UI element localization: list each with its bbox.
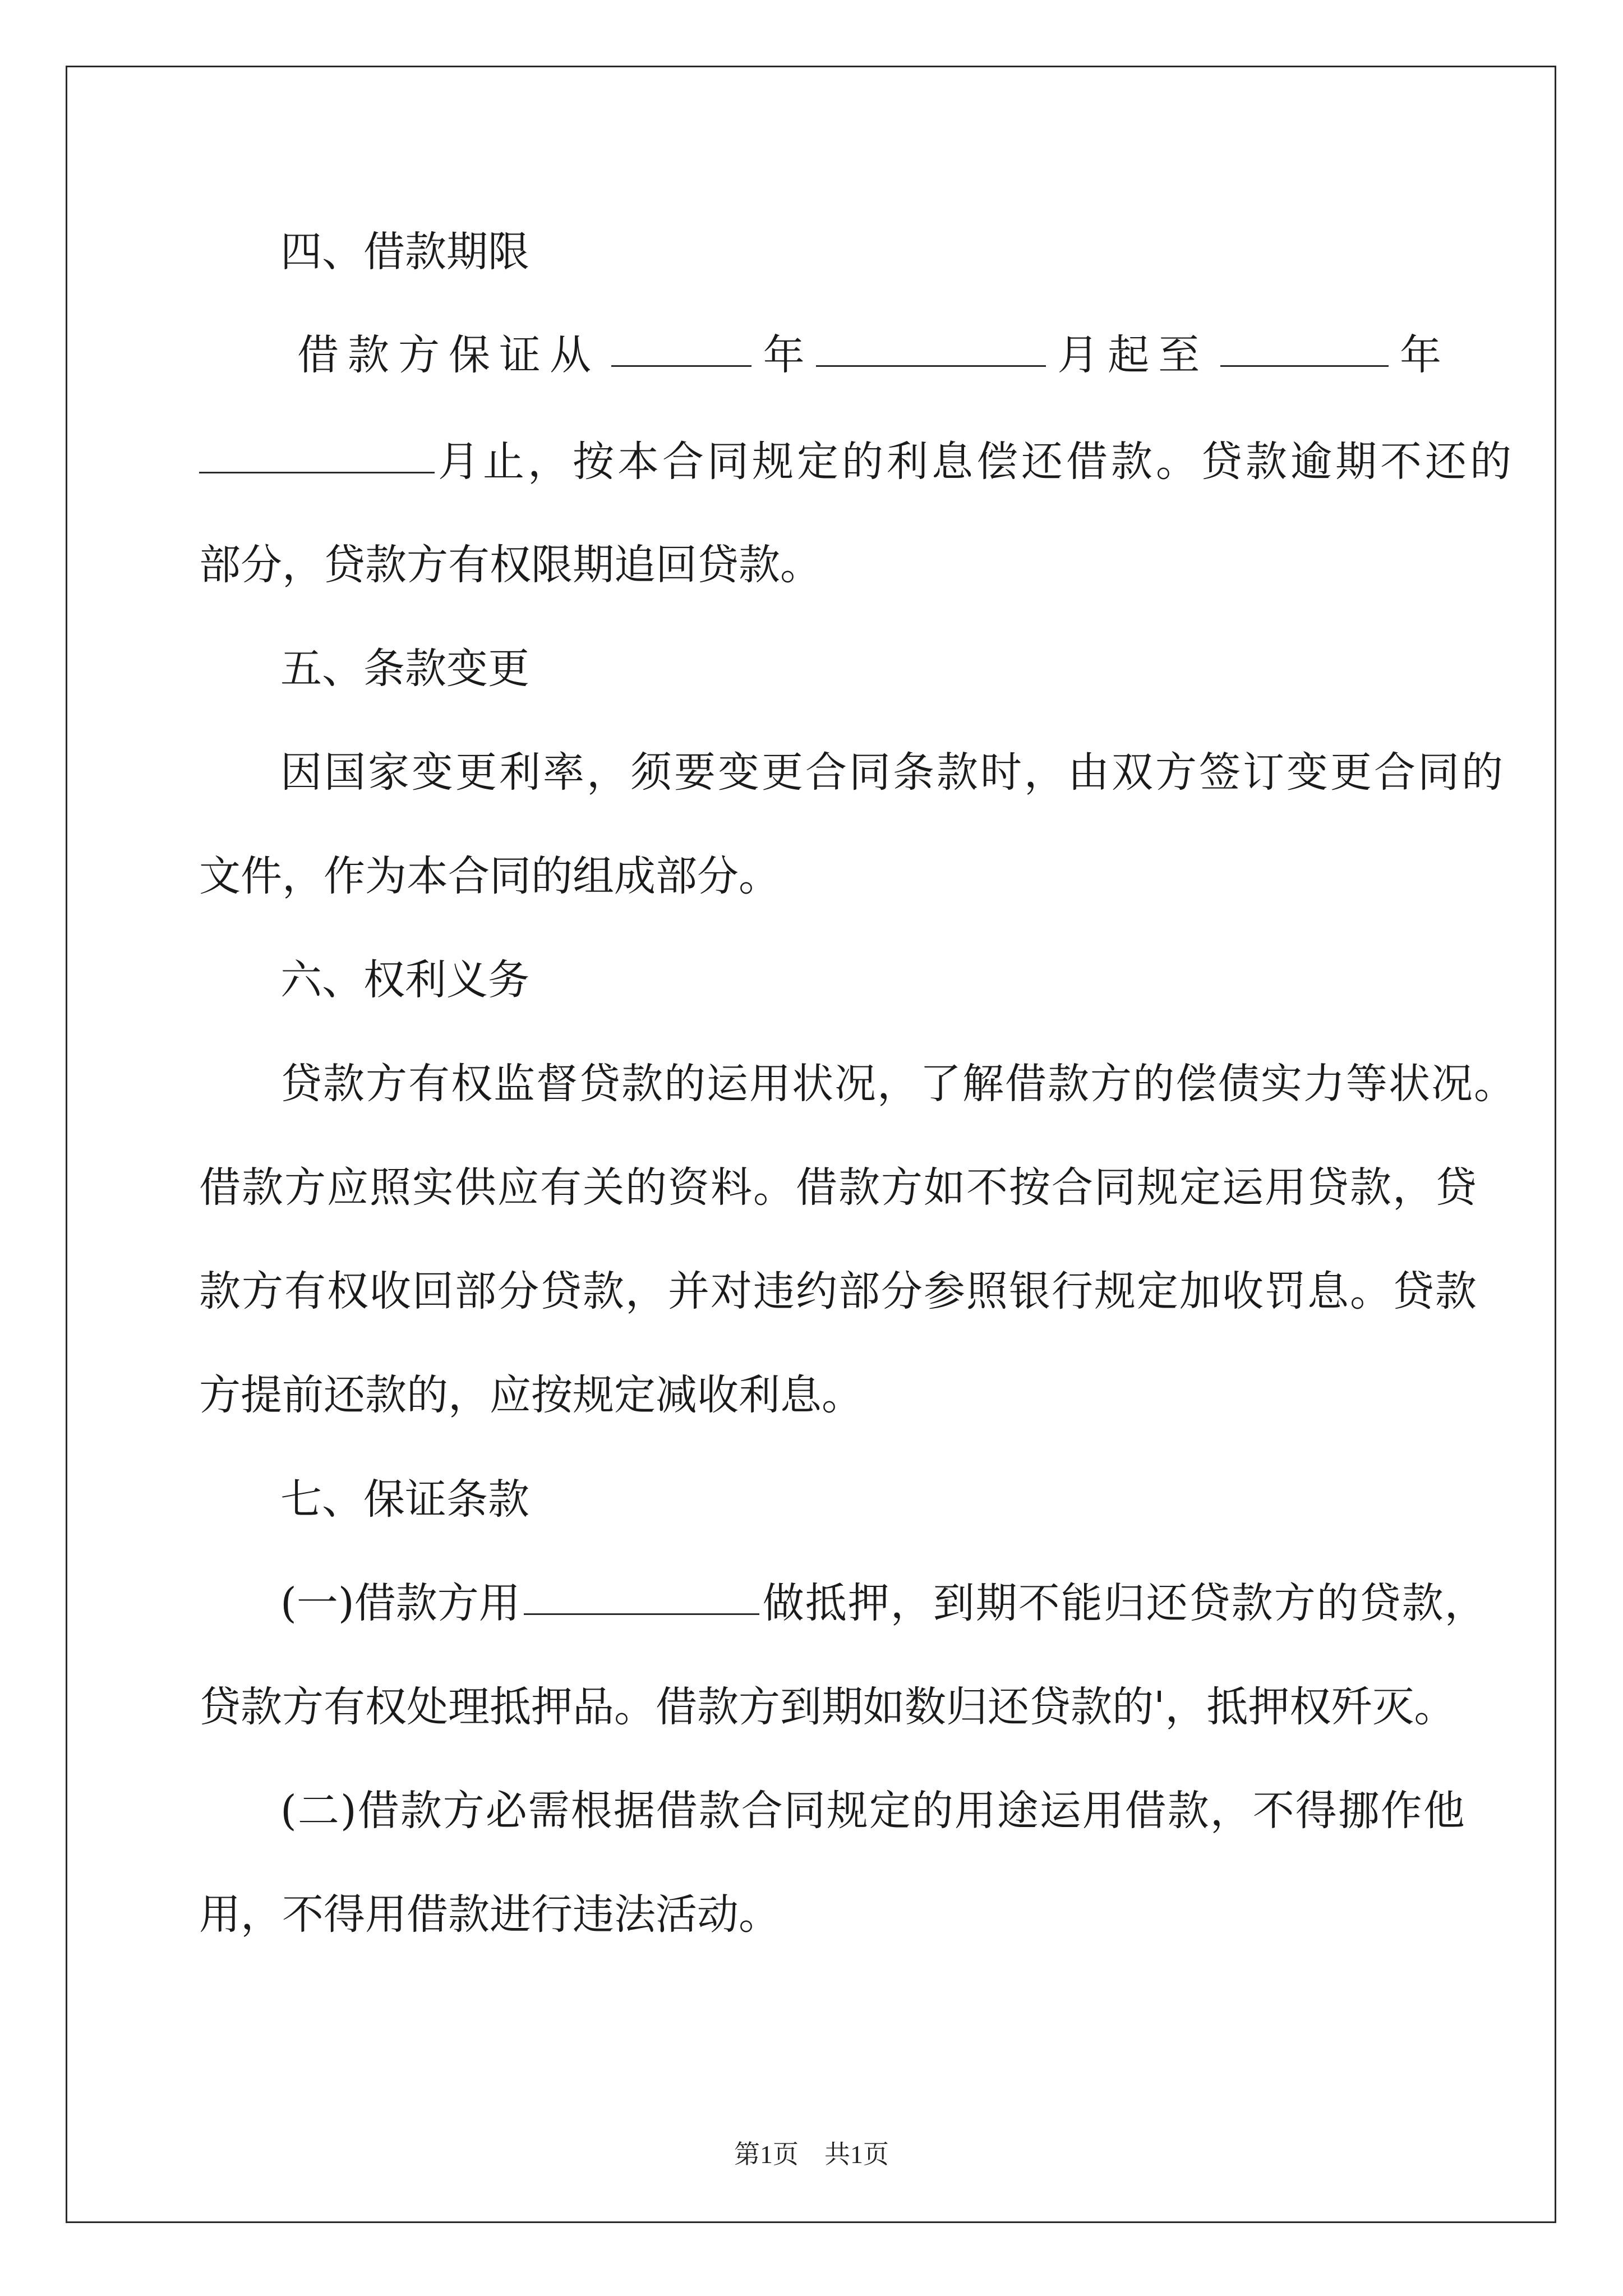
paragraph-line: 文件，作为本合同的组成部分。 — [199, 852, 780, 900]
text-fragment: (一)借款方用 — [280, 1579, 520, 1627]
paragraph-line: 部分，贷款方有权限期追回贷款。 — [199, 541, 822, 589]
paragraph-line: 方提前还款的，应按规定减收利息。 — [199, 1371, 863, 1419]
blank-underline — [816, 365, 1046, 367]
blank-underline — [524, 1613, 759, 1615]
text-fragment: 借款方保证从 — [297, 331, 600, 379]
text-fragment: 年 — [763, 331, 805, 379]
section-heading-4: 四、借款期限 — [280, 228, 529, 276]
blank-underline — [611, 365, 751, 367]
paragraph-line — [297, 331, 1441, 379]
paragraph-line: 款方有权收回部分贷款，并对违约部分参照银行规定加收罚息。贷款 — [199, 1267, 1478, 1315]
section-heading-7: 七、保证条款 — [280, 1475, 529, 1524]
page-footer: 第1页 共1页 — [734, 2140, 889, 2169]
paragraph-line — [199, 438, 1515, 486]
blank-underline — [199, 471, 435, 473]
paragraph-line: 因国家变更利率，须要变更合同条款时，由双方签订变更合同的 — [280, 748, 1505, 797]
paragraph-line: (二)借款方必需根据借款合同规定的用途运用借款，不得挪作他 — [280, 1787, 1466, 1835]
text-fragment: 做抵押，到期不能归还贷款方的贷款， — [762, 1579, 1487, 1627]
paragraph-line: 贷款方有权处理抵押品。借款方到期如数归还贷款的'，抵押权歼灭。 — [199, 1683, 1456, 1731]
paragraph-line: 借款方应照实供应有关的资料。借款方如不按合同规定运用贷款，贷 — [199, 1163, 1478, 1212]
section-heading-6: 六、权利义务 — [280, 956, 529, 1004]
blank-underline — [1220, 365, 1389, 367]
paragraph-line — [280, 1579, 1487, 1627]
paragraph-line: 用，不得用借款进行违法活动。 — [199, 1890, 780, 1939]
paragraph-line: 贷款方有权监督贷款的运用状况，了解借款方的偿债实力等状况。 — [280, 1060, 1516, 1108]
text-fragment: 月止，按本合同规定的利息偿还借款。贷款逾期不还的 — [438, 438, 1515, 486]
text-fragment: 月起至 — [1057, 331, 1209, 379]
text-fragment: 年 — [1399, 331, 1441, 379]
section-heading-5: 五、条款变更 — [280, 645, 529, 693]
